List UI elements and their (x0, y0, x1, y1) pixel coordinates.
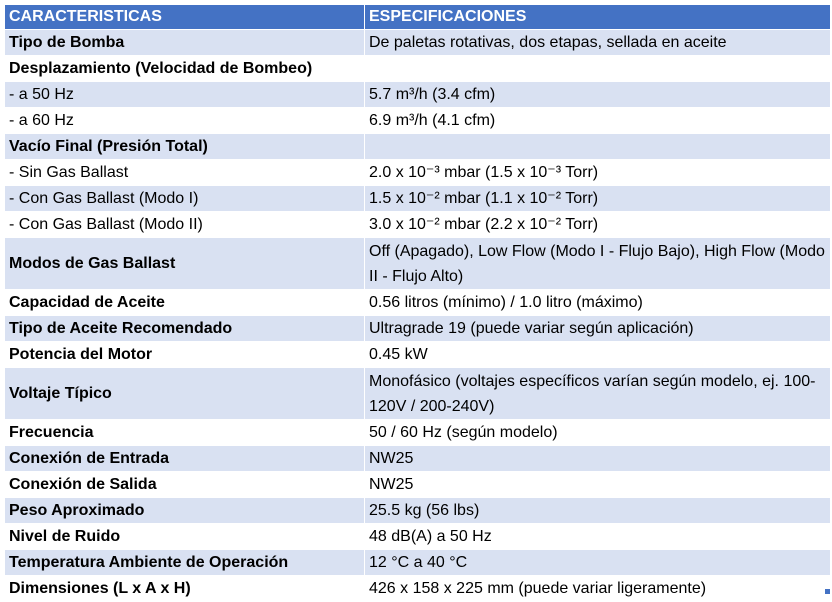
row-value: 12 °C a 40 °C (365, 550, 831, 576)
row-label: Frecuencia (5, 420, 365, 446)
table-row (5, 30, 831, 56)
row-label: Capacidad de Aceite (5, 290, 365, 316)
row-value: NW25 (365, 446, 831, 472)
row-value: 426 x 158 x 225 mm (puede variar ligeramente) (365, 576, 831, 602)
row-value: 48 dB(A) a 50 Hz (365, 524, 831, 550)
table-row (5, 238, 831, 290)
table-row (5, 160, 831, 186)
row-value: 0.45 kW (365, 342, 831, 368)
row-label: Modos de Gas Ballast (5, 238, 365, 290)
table-row (5, 368, 831, 420)
row-value: Monofásico (voltajes específicos varían según modelo, ej. 100-120V / 200-240V) (365, 368, 831, 420)
table-row (5, 472, 831, 498)
table-row (5, 550, 831, 576)
table-row (5, 420, 831, 446)
row-value: 6.9 m³/h (4.1 cfm) (365, 108, 831, 134)
row-value: 2.0 x 10⁻³ mbar (1.5 x 10⁻³ Torr) (365, 160, 831, 186)
table-row (5, 186, 831, 212)
table-row (5, 290, 831, 316)
header-characteristics: CARACTERISTICAS (5, 5, 365, 30)
row-value: NW25 (365, 472, 831, 498)
row-label: Voltaje Típico (5, 368, 365, 420)
table-row (5, 212, 831, 238)
row-value: 25.5 kg (56 lbs) (365, 498, 831, 524)
row-label: - a 60 Hz (5, 108, 365, 134)
row-value: 5.7 m³/h (3.4 cfm) (365, 82, 831, 108)
table-row (5, 498, 831, 524)
table-row (5, 108, 831, 134)
table-row (5, 56, 831, 82)
table-row (5, 342, 831, 368)
row-label: Dimensiones (L x A x H) (5, 576, 365, 602)
row-label: Temperatura Ambiente de Operación (5, 550, 365, 576)
header-specifications: ESPECIFICACIONES (365, 5, 831, 30)
row-value: Off (Apagado), Low Flow (Modo I - Flujo Bajo), High Flow (Modo II - Flujo Alto) (365, 238, 831, 290)
row-value (365, 134, 831, 160)
row-label: Tipo de Bomba (5, 30, 365, 56)
row-label: - Con Gas Ballast (Modo I) (5, 186, 365, 212)
row-value: 50 / 60 Hz (según modelo) (365, 420, 831, 446)
row-label: Nivel de Ruido (5, 524, 365, 550)
row-value: De paletas rotativas, dos etapas, sellada en aceite (365, 30, 831, 56)
table-row (5, 524, 831, 550)
row-value: Ultragrade 19 (puede variar según aplicación) (365, 316, 831, 342)
row-label: - Con Gas Ballast (Modo II) (5, 212, 365, 238)
row-label: Desplazamiento (Velocidad de Bombeo) (5, 56, 365, 82)
row-value: 0.56 litros (mínimo) / 1.0 litro (máximo) (365, 290, 831, 316)
table-header-row (5, 5, 831, 30)
row-label: Peso Aproximado (5, 498, 365, 524)
row-label: - a 50 Hz (5, 82, 365, 108)
specifications-table (4, 4, 831, 602)
row-label: Tipo de Aceite Recomendado (5, 316, 365, 342)
table-row (5, 446, 831, 472)
row-label: Vacío Final (Presión Total) (5, 134, 365, 160)
row-label: Conexión de Salida (5, 472, 365, 498)
row-value: 1.5 x 10⁻² mbar (1.1 x 10⁻² Torr) (365, 186, 831, 212)
table-row (5, 134, 831, 160)
row-label: Conexión de Entrada (5, 446, 365, 472)
row-label: Potencia del Motor (5, 342, 365, 368)
table-row (5, 82, 831, 108)
table-resize-handle[interactable] (825, 589, 830, 594)
row-value: 3.0 x 10⁻² mbar (2.2 x 10⁻² Torr) (365, 212, 831, 238)
table-row (5, 576, 831, 602)
table-row (5, 316, 831, 342)
row-value (365, 56, 831, 82)
row-label: - Sin Gas Ballast (5, 160, 365, 186)
